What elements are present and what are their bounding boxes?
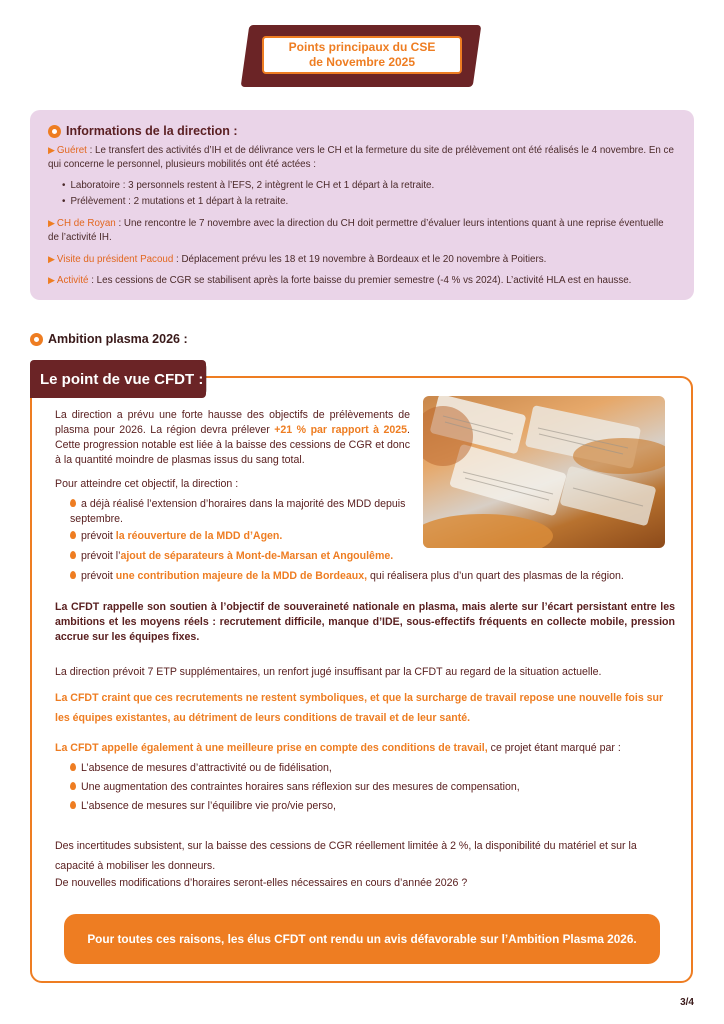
header-title-line1: Points principaux du CSE — [288, 40, 436, 54]
drop-bullet-icon — [70, 801, 76, 809]
drop-bullet-icon — [70, 571, 76, 579]
header-title-box — [262, 36, 462, 74]
bullet-text: L’absence de mesures sur l’équilibre vie pro/vie perso, — [81, 800, 336, 812]
objective-intro: Pour atteindre cet objectif, la direction : — [55, 478, 239, 490]
list-item — [70, 799, 336, 814]
conclusion-text: Pour toutes ces raisons, les élus CFDT ont rendu un avis défavorable sur l’Ambition Plasma 2026. — [87, 932, 637, 946]
bullet-text: prévoit — [81, 570, 116, 582]
plasma-bags-photo — [423, 396, 665, 548]
visite-label: Visite du président Pacoud — [56, 253, 174, 265]
location-pin-icon — [30, 333, 43, 346]
list-item — [70, 497, 415, 527]
activite-label: Activité — [56, 275, 89, 286]
page-number: 3/4 — [680, 997, 694, 1008]
triangle-bullet-icon: ▶ — [48, 144, 55, 155]
info-title-text: Informations de la direction : — [66, 124, 238, 138]
intro-text-a: La direction a prévu une forte hausse des objectifs de prélèvements de plasma pour 2026. La région devra prélever — [55, 409, 410, 436]
drop-bullet-icon — [70, 551, 76, 559]
appel-highlight: La CFDT appelle également à une meilleure prise en compte des conditions de travail, — [55, 742, 488, 754]
bullet-highlight: ajout de séparateurs à Mont-de-Marsan et Angoulême. — [120, 550, 394, 562]
activite-text: : Les cessions de CGR se stabilisent après la forte baisse du premier semestre (-4 % vs 2024). L’activité HLA est en hausse. — [88, 275, 632, 286]
drop-bullet-icon — [70, 499, 76, 507]
info-royan — [48, 216, 676, 246]
ambition-title — [30, 332, 188, 346]
pov-title: Le point de vue CFDT : — [30, 360, 206, 398]
royan-label: CH de Royan — [56, 217, 116, 229]
etp-paragraph: La direction prévoit 7 ETP supplémentaires, un renfort jugé insuffisant par la CFDT au regard de la situation actuelle. — [55, 666, 602, 678]
list-item — [70, 529, 282, 544]
royan-text: : Une rencontre le 7 novembre avec la direction du CH doit permettre d’évaluer leurs intentions quant à une reprise éventuelle de l’activité IH. — [48, 217, 664, 243]
info-activite — [48, 273, 676, 289]
gueret-label: Guéret — [56, 144, 87, 156]
bullet-highlight: une contribution majeure de la MDD de Bordeaux, — [115, 570, 368, 582]
crainte-paragraph: La CFDT craint que ces recrutements ne restent symboliques, et que la surcharge de travail repose une nouvelle fois sur les équipes existantes, au détriment de leurs conditions de travail et de leur santé. — [55, 692, 664, 724]
drop-bullet-icon — [70, 782, 76, 790]
appel-text: ce projet étant marqué par : — [487, 742, 621, 754]
intro-highlight: +21 % par rapport à 2025 — [274, 424, 408, 436]
appel-paragraph — [55, 741, 675, 756]
gueret-text: : Le transfert des activités d’IH et de délivrance vers le CH et la fermeture du site de prélèvement ont été réalisés le 4 novembre. En ce qui concerne le personnel, plusieurs mobilités ont été actées : — [48, 144, 674, 170]
info-visite — [48, 252, 676, 268]
cfdt-rappel: La CFDT rappelle son soutien à l’objectif de souveraineté nationale en plasma, mais alerte sur l’écart persistant entre les ambitions et les moyens réels : recrutement difficile, manque d’IDE, sous-effectifs fréquents en collecte mobile, pression accrue sur les équipes fixes. — [55, 601, 675, 643]
question-paragraph: De nouvelles modifications d’horaires seront-elles nécessaires en cours d’année 2026 ? — [55, 877, 468, 889]
bullet-text: a déjà réalisé l’extension d’horaires dans la majorité des MDD depuis septembre. — [70, 498, 406, 525]
gueret-list — [62, 179, 676, 210]
info-gueret — [48, 143, 676, 173]
direction-info-box — [30, 110, 694, 300]
list-item — [70, 761, 332, 776]
bullet-text: L’absence de mesures d’attractivité ou de fidélisation, — [81, 762, 332, 774]
list-item: • Laboratoire : 3 personnels restent à l’EFS, 2 intègrent le CH et 1 départ à la retraite. — [62, 179, 676, 194]
drop-bullet-icon — [70, 763, 76, 771]
conclusion-banner — [64, 914, 660, 964]
triangle-bullet-icon: ▶ — [48, 275, 55, 285]
bullet-text: prévoit l’ — [81, 550, 121, 562]
info-title — [48, 124, 676, 139]
intro-text-b: . Cette progression notable est liée à la baisse des cessions de CGR et donc à la quantité moindre de plasmas issus du sang total. — [55, 424, 410, 466]
intro-paragraph — [55, 408, 410, 468]
list-item — [70, 780, 520, 795]
visite-text: : Déplacement prévu les 18 et 19 novembre à Bordeaux et le 20 novembre à Poitiers. — [173, 253, 547, 265]
list-item — [70, 549, 393, 564]
bullet-highlight: la réouverture de la MDD d’Agen. — [115, 530, 283, 542]
header-title-line2: de Novembre 2025 — [308, 55, 416, 69]
triangle-bullet-icon: ▶ — [48, 253, 55, 264]
bullet-text: Une augmentation des contraintes horaires sans réflexion sur des mesures de compensation, — [81, 781, 520, 793]
bullet-text-b: qui réalisera plus d’un quart des plasmas de la région. — [367, 570, 624, 582]
list-item — [70, 569, 690, 584]
triangle-bullet-icon: ▶ — [48, 217, 55, 228]
ambition-title-text: Ambition plasma 2026 : — [48, 332, 188, 346]
list-item: • Prélèvement : 2 mutations et 1 départ à la retraite. — [62, 195, 676, 210]
drop-bullet-icon — [70, 531, 76, 539]
location-pin-icon — [48, 125, 61, 138]
bullet-text: prévoit — [81, 530, 116, 542]
incertitudes-paragraph: Des incertitudes subsistent, sur la baisse des cessions de CGR réellement limitée à 2 %, la disponibilité du matériel et sur la capacité à mobiliser les donneurs. — [55, 840, 637, 872]
plasma-bags-illustration — [423, 396, 665, 548]
